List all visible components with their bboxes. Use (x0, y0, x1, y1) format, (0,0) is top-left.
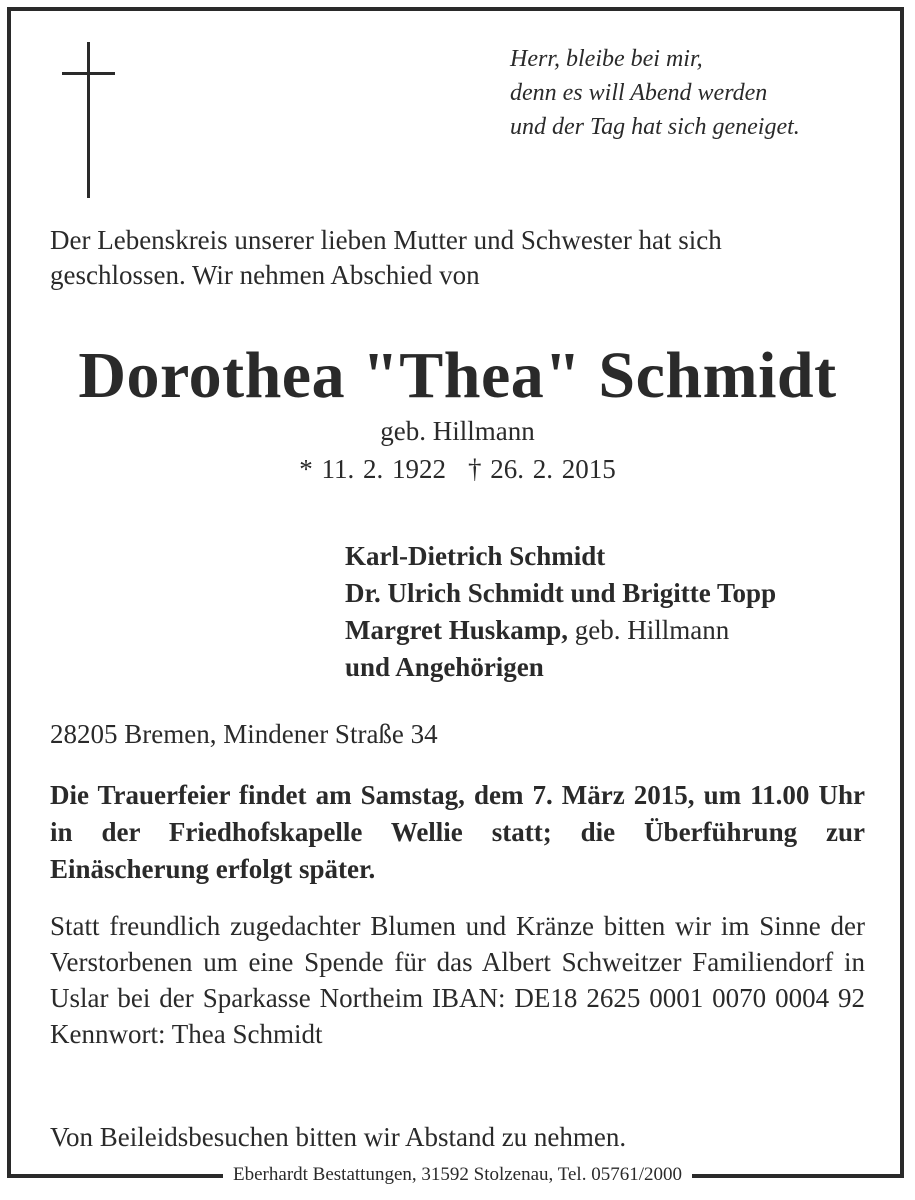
birth-name: geb. Hillmann (380, 416, 535, 446)
funeral-home-info: Eberhardt Bestattungen, 31592 Stolzenau, Tel. 05761/2000 (223, 1163, 692, 1187)
verse-line: denn es will Abend werden (510, 80, 768, 106)
cross-vertical-bar (87, 42, 90, 198)
intro-line: geschlossen. Wir nehmen Abschied von (50, 260, 480, 290)
death-date: † 26. 2. 2015 (468, 454, 616, 484)
footer (0, 1163, 915, 1187)
mourner-line: Dr. Ulrich Schmidt und Brigitte Topp (345, 578, 777, 608)
intro-text (50, 223, 870, 293)
cross-horizontal-bar (62, 72, 115, 75)
mourner-birth-name: geb. Hillmann (568, 615, 730, 645)
verse-line: Herr, bleibe bei mir, (510, 46, 703, 72)
deceased-name: Dorothea "Thea" Schmidt (78, 339, 837, 412)
mourner-line: und Angehörigen (345, 652, 544, 682)
mourner-name: Margret Huskamp, (345, 615, 568, 645)
bible-verse (510, 42, 800, 144)
family-address: 28205 Bremen, Mindener Straße 34 (50, 719, 438, 749)
mourners-list (345, 538, 776, 686)
mourner-line: Karl-Dietrich Schmidt (345, 541, 606, 571)
verse-line: und der Tag hat sich geneiget. (510, 114, 800, 140)
birth-date: * 11. 2. 1922 (299, 454, 446, 484)
condolence-note: Von Beileidsbesuchen bitten wir Abstand zu nehmen. (50, 1122, 627, 1152)
funeral-announcement: Die Trauerfeier findet am Samstag, dem 7. März 2015, um 11.00 Uhr in der Friedhofskapelle Wellie statt; die Überführung zur Einäscherung erfolgt später. (50, 780, 865, 884)
life-dates (0, 452, 915, 486)
mourner-line (345, 612, 776, 649)
intro-line: Der Lebenskreis unserer lieben Mutter und Schwester hat sich (50, 225, 722, 255)
donation-request: Statt freundlich zugedachter Blumen und Kränze bitten wir im Sinne der Verstorbenen um eine Spende für das Albert Schweitzer Familiendorf in Uslar bei der Sparkasse Northeim IBAN: DE18 2625 0001 0070 0004 92 Kennwort: Thea Schmidt (50, 911, 865, 1049)
